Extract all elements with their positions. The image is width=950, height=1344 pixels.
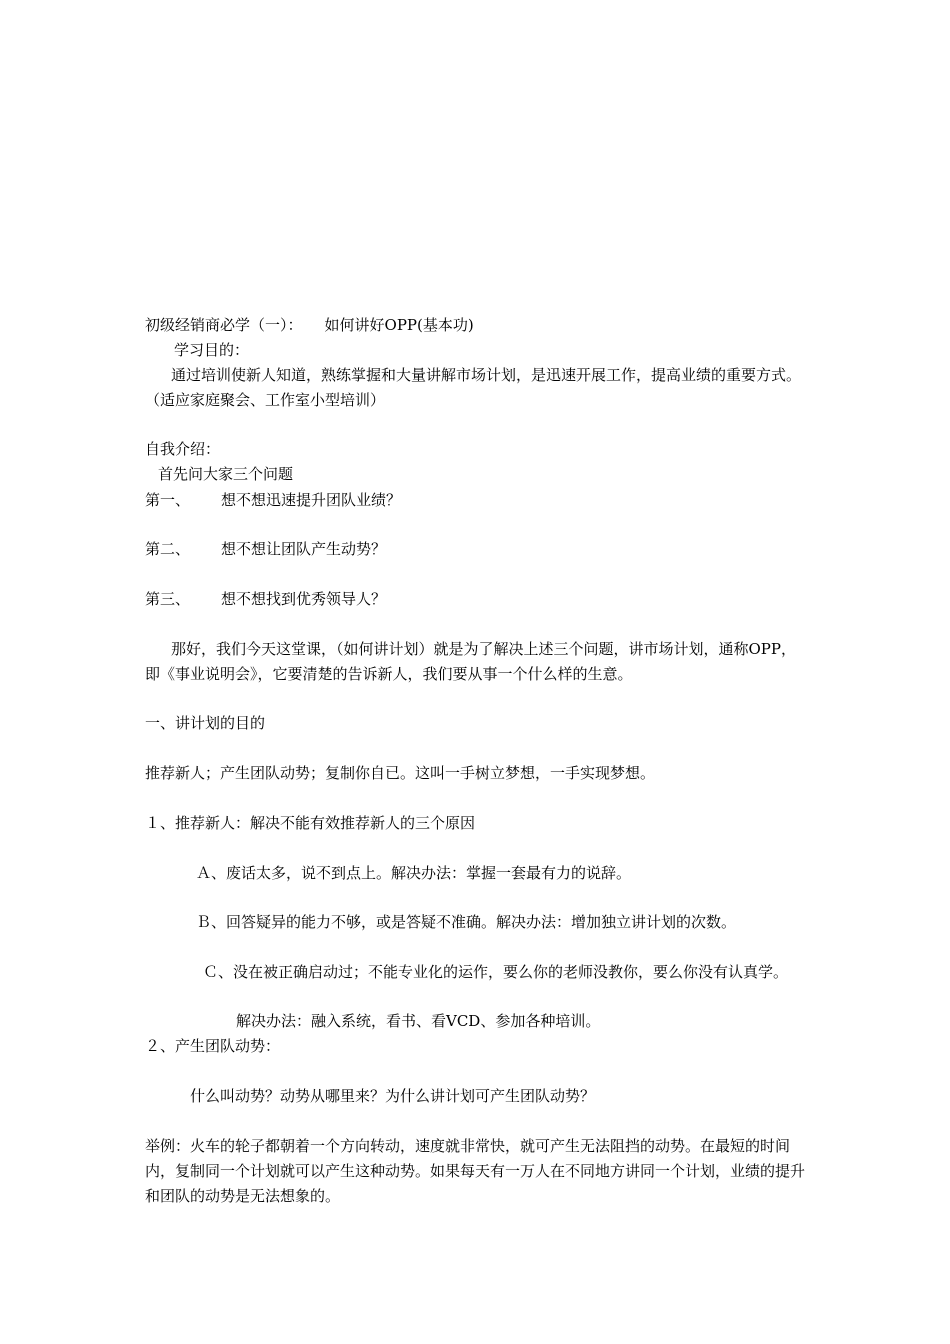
reason-c-solution: 解决办法：融入系统，看书、看VCD、参加各种培训。 xyxy=(236,1012,601,1030)
intro-subheading: 首先问大家三个问题 xyxy=(158,465,294,483)
purpose-heading: 学习目的： xyxy=(174,341,250,359)
question-text: 想不想找到优秀领导人？ xyxy=(221,590,387,608)
document-title xyxy=(145,314,810,336)
question-item xyxy=(145,588,810,610)
opp-paragraph: 那好，我们今天这堂课，（如何讲计划）就是为了解决上述三个问题，讲市场计划，通称OPP，即《事业说明会》，它要清楚的告诉新人，我们要从事一个什么样的生意。 xyxy=(145,640,796,683)
section-heading: 一、讲计划的目的 xyxy=(145,714,266,732)
question-item xyxy=(145,489,810,511)
question-text: 想不想让团队产生动势？ xyxy=(221,540,387,558)
title-right: 如何讲好OPP(基本功) xyxy=(324,316,474,334)
reason-a: Ａ、废话太多，说不到点上。解决办法：掌握一套最有力的说辞。 xyxy=(196,864,632,882)
example-paragraph: 举例：火车的轮子都朝着一个方向转动，速度就非常快，就可产生无法阻挡的动势。在最短的时间内，复制同一个计划就可以产生这种动势。如果每天有一万人在不同地方讲同一个计划，业绩的提升和团队的动势是无法想象的。 xyxy=(145,1137,806,1205)
momentum-question: 什么叫动势？动势从哪里来？为什么讲计划可产生团队动势？ xyxy=(190,1087,596,1105)
question-number: 第三、 xyxy=(145,590,191,608)
reason-c: Ｃ、没在被正确启动过；不能专业化的运作，要么你的老师没教你，要么你没有认真学。 xyxy=(203,963,789,981)
title-left: 初级经销商必学（一）： xyxy=(145,316,303,334)
item-heading-recruit: １、推荐新人：解决不能有效推荐新人的三个原因 xyxy=(145,814,476,832)
question-number: 第一、 xyxy=(145,491,191,509)
question-text: 想不想迅速提升团队业绩？ xyxy=(221,491,402,509)
question-item xyxy=(145,538,810,560)
reason-b: Ｂ、回答疑异的能力不够，或是答疑不准确。解决办法：增加独立讲计划的次数。 xyxy=(196,913,737,931)
item-heading-momentum: ２、产生团队动势： xyxy=(145,1037,281,1055)
question-number: 第二、 xyxy=(145,540,191,558)
purpose-paragraph: 通过培训使新人知道，熟练掌握和大量讲解市场计划，是迅速开展工作，提高业绩的重要方式。（适应家庭聚会、工作室小型培训） xyxy=(145,366,802,409)
section-summary: 推荐新人；产生团队动势；复制你自已。这叫一手树立梦想，一手实现梦想。 xyxy=(145,764,656,782)
intro-heading: 自我介绍： xyxy=(145,440,221,458)
